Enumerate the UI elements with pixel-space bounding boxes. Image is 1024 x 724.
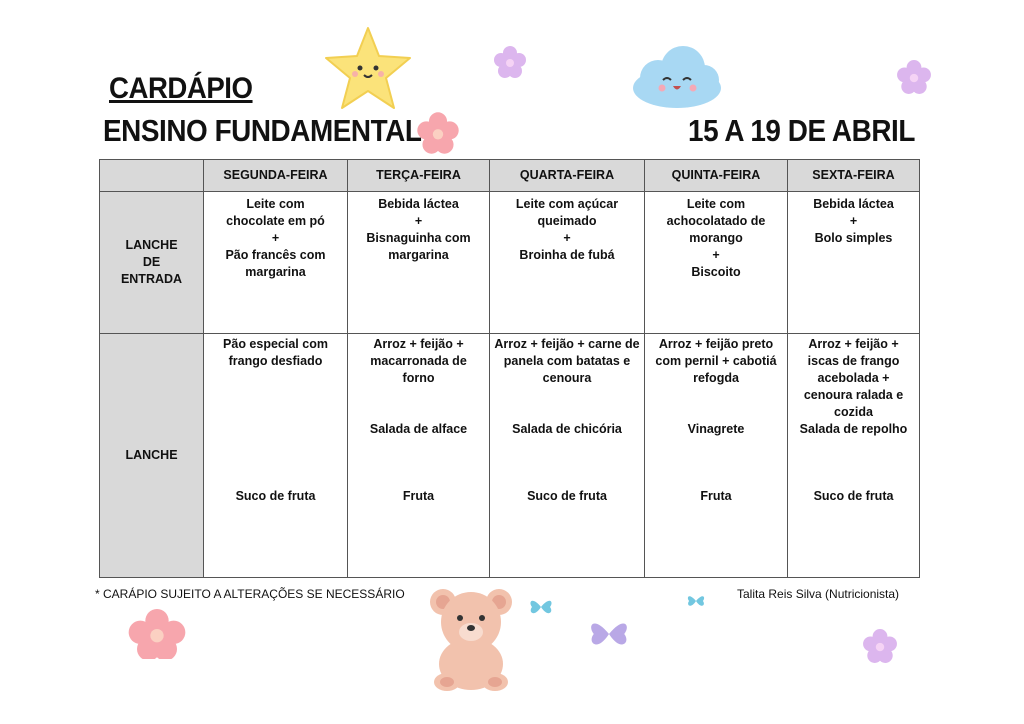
page-subtitle: ENSINO FUNDAMENTAL xyxy=(103,113,422,148)
cell-line: + xyxy=(563,231,571,245)
menu-cell xyxy=(645,192,788,334)
day-header: TERÇA-FEIRA xyxy=(348,160,490,192)
cell-line: Leite com achocolatado de morango xyxy=(666,197,766,245)
cell-line: Bebida láctea xyxy=(378,197,459,211)
teddy-bear-icon xyxy=(423,584,519,694)
cell-drink: Suco de fruta xyxy=(235,489,316,503)
day-header: QUARTA-FEIRA xyxy=(490,160,645,192)
butterfly-icon xyxy=(587,612,631,656)
menu-cell xyxy=(348,192,490,334)
flower-icon xyxy=(416,111,460,155)
day-header: SEGUNDA-FEIRA xyxy=(204,160,348,192)
flower-icon xyxy=(128,609,186,659)
menu-cell xyxy=(348,334,490,578)
row-label: LANCHE xyxy=(100,334,204,578)
cell-salad: Salada de alface xyxy=(369,422,468,436)
cell-line: Bisnaguinha com margarina xyxy=(366,231,471,262)
date-range: 15 A 19 DE ABRIL xyxy=(688,113,915,148)
menu-cell xyxy=(490,334,645,578)
author-signature: Talita Reis Silva (Nutricionista) xyxy=(737,587,900,601)
cell-salad xyxy=(208,421,343,488)
cell-line: + xyxy=(849,214,858,228)
cell-salad: Salada de chicória xyxy=(512,422,622,436)
corner-cell xyxy=(100,160,204,192)
cell-drink: Suco de fruta xyxy=(527,489,607,503)
star-icon xyxy=(322,24,414,112)
table-row xyxy=(100,334,920,578)
cell-line: Bolo simples xyxy=(814,231,893,245)
cell-drink: Suco de fruta xyxy=(813,489,894,503)
flower-icon xyxy=(896,59,932,95)
day-header: SEXTA-FEIRA xyxy=(788,160,920,192)
menu-cell xyxy=(204,334,348,578)
cell-line: Bebida láctea xyxy=(813,197,894,211)
cell-salad: Salada de repolho xyxy=(799,422,908,436)
cell-main: Arroz + feijão + macarronada de forno xyxy=(370,337,467,385)
menu-cell xyxy=(490,192,645,334)
cell-line: + xyxy=(414,214,423,228)
cell-line: Pão francês com margarina xyxy=(225,248,326,279)
table-row xyxy=(100,192,920,334)
butterfly-icon xyxy=(528,594,554,620)
table-header-row xyxy=(100,160,920,192)
cell-line: Leite com açúcar queimado xyxy=(515,197,619,228)
cell-line: Biscoito xyxy=(691,265,741,279)
flower-icon xyxy=(862,628,898,664)
day-header: QUINTA-FEIRA xyxy=(645,160,788,192)
page-title: CARDÁPIO xyxy=(109,72,253,105)
butterfly-icon xyxy=(686,591,706,611)
cell-drink: Fruta xyxy=(700,489,732,503)
menu-cell xyxy=(788,192,920,334)
cell-main: Arroz + feijão preto com pernil + cabotiá refogda xyxy=(655,337,777,385)
flower-icon xyxy=(493,45,527,79)
cell-line: + xyxy=(271,231,280,245)
menu-cell xyxy=(788,334,920,578)
cloud-icon xyxy=(628,40,726,112)
cell-main: Arroz + feijão + iscas de frango acebolada + cenoura ralada e cozida xyxy=(803,337,904,419)
cell-main: Pão especial com frango desfiado xyxy=(223,337,328,368)
menu-table xyxy=(99,159,920,578)
menu-cell xyxy=(645,334,788,578)
disclaimer-note: * CARÁPIO SUJEITO A ALTERAÇÕES SE NECESSÁRIO xyxy=(95,587,405,601)
cell-salad: Vinagrete xyxy=(687,422,745,436)
cell-line: + xyxy=(712,248,720,262)
cell-line: Broinha de fubá xyxy=(519,248,615,262)
row-label: LANCHE DE ENTRADA xyxy=(100,192,204,334)
cell-main: Arroz + feijão + carne de panela com batatas e cenoura xyxy=(494,337,640,385)
menu-cell xyxy=(204,192,348,334)
cell-drink: Fruta xyxy=(402,489,435,503)
cell-line: Leite com chocolate em pó xyxy=(226,197,325,228)
